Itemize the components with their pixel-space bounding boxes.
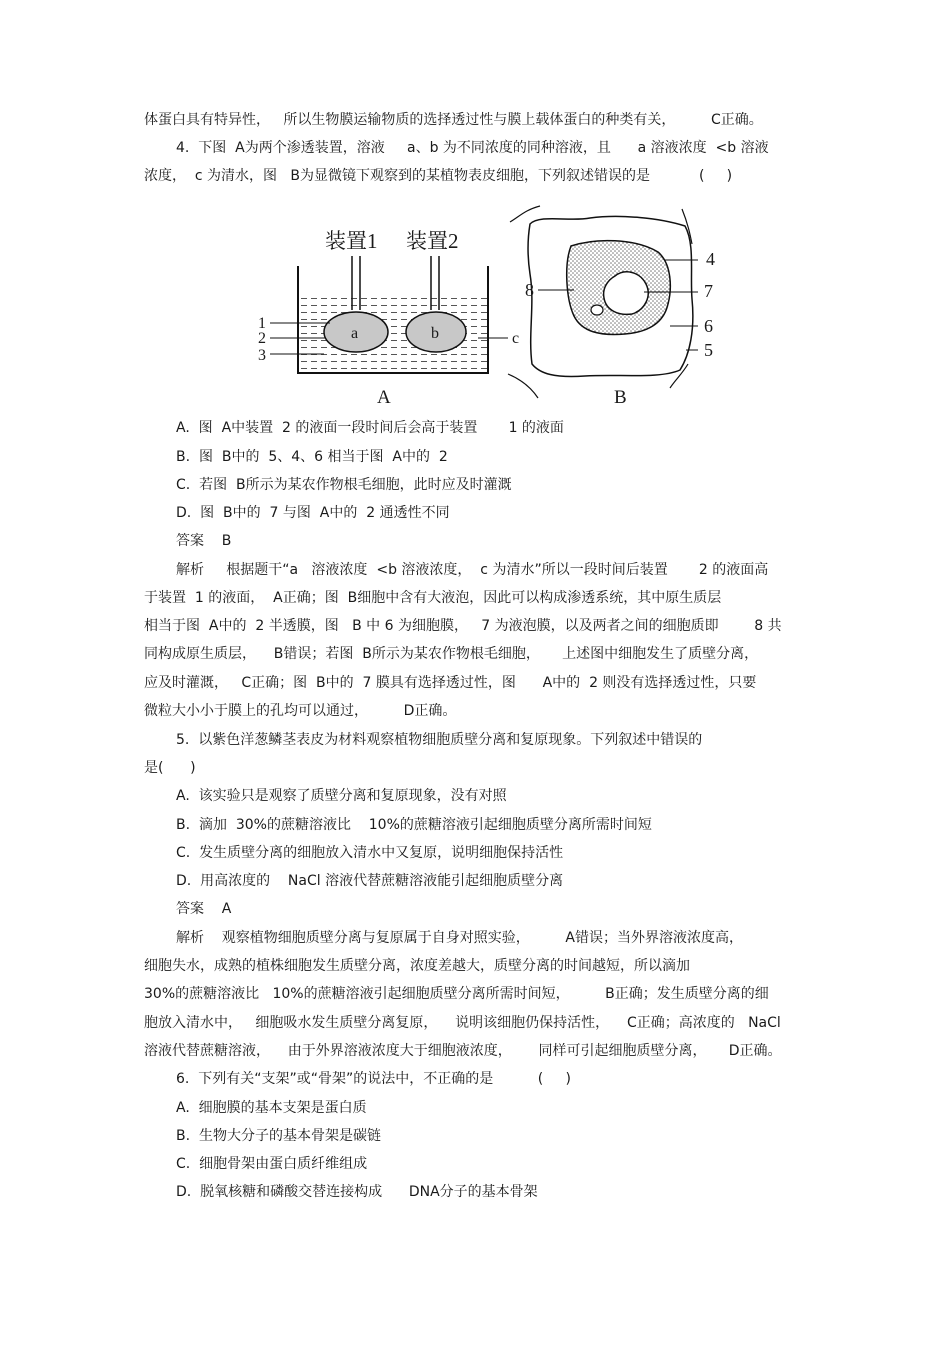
num-8: 8: [525, 280, 534, 300]
text-line: 细胞失水，成熟的植株细胞发生质壁分离，浓度差越大，质壁分离的时间越短，所以滴加: [144, 958, 690, 974]
figure-b-cell: [508, 206, 715, 408]
text-line: 溶液代替蔗糖溶液， 由于外界溶液浓度大于细胞液浓度， 同样可引起细胞质壁分离， D正确。: [144, 1043, 782, 1059]
text-line: 于装置 1 的液面， A正确；图 B细胞中含有大液泡，因此可以构成渗透系统，其中原生质层: [144, 590, 722, 606]
text-line: 浓度， c 为清水，图 B为显微镜下观察到的某植物表皮细胞，下列叙述错误的是 ( ): [144, 168, 733, 184]
text-line: C. 细胞骨架由蛋白质纤维组成: [176, 1156, 368, 1172]
text-line: 6. 下列有关“支架”或“骨架”的说法中，不正确的是 ( ): [176, 1071, 571, 1087]
text-line: C. 若图 B所示为某农作物根毛细胞，此时应及时灌溉: [176, 477, 512, 493]
text-line: D. 图 B中的 7 与图 A中的 2 通透性不同: [176, 505, 450, 521]
text-line: 30%的蔗糖溶液比 10%的蔗糖溶液引起细胞质壁分离所需时间短， B正确；发生质壁分离的细: [144, 986, 769, 1002]
text-line: A. 该实验只是观察了质壁分离和复原现象，没有对照: [176, 788, 507, 804]
num-5: 5: [704, 340, 713, 360]
text-line: 解析 根据题干“a 溶液浓度 <b 溶液浓度， c 为清水”所以一段时间后装置 2 的液面高: [176, 562, 769, 578]
text-line: 答案 A: [176, 901, 232, 917]
text-line: 相当于图 A中的 2 半透膜，图 B 中 6 为细胞膜， 7 为液泡膜，以及两者之间的细胞质即 8 共: [144, 618, 782, 634]
text-line: 体蛋白具有特异性， 所以生物膜运输物质的选择透过性与膜上载体蛋白的种类有关， C正确。: [144, 112, 763, 128]
num-1: 1: [258, 315, 266, 332]
num-3: 3: [258, 347, 266, 364]
text-line: 同构成原生质层， B错误；若图 B所示为某农作物根毛细胞， 上述图中细胞发生了质壁分离，: [144, 646, 759, 662]
device-2-label: 装置2: [406, 229, 459, 253]
caption-b: B: [614, 387, 627, 408]
text-line: A. 细胞膜的基本支架是蛋白质: [176, 1100, 367, 1116]
label-c: c: [512, 330, 520, 347]
text-line: 4. 下图 A为两个渗透装置，溶液 a、b 为不同浓度的同种溶液，且 a 溶液浓度 <b 溶液: [176, 140, 769, 156]
text-line: 解析 观察植物细胞质壁分离与复原属于自身对照实验， A错误；当外界溶液浓度高，: [176, 930, 743, 946]
figure-osmosis: [240, 204, 745, 418]
text-line: D. 用高浓度的 NaCl 溶液代替蔗糖溶液能引起细胞质壁分离: [176, 873, 564, 889]
text-line: B. 生物大分子的基本骨架是碳链: [176, 1128, 381, 1144]
num-2: 2: [258, 330, 266, 347]
text-line: 微粒大小小于膜上的孔均可以通过， D正确。: [144, 703, 457, 719]
text-line: A. 图 A中装置 2 的液面一段时间后会高于装置 1 的液面: [176, 420, 564, 436]
text-line: 胞放入清水中， 细胞吸水发生质壁分离复原， 说明该细胞仍保持活性， C正确；高浓度的 NaCl: [144, 1015, 781, 1031]
num-7: 7: [704, 281, 713, 301]
num-6: 6: [704, 316, 713, 336]
label-a: a: [351, 325, 359, 342]
text-line: 答案 B: [176, 533, 232, 549]
nucleus: [591, 305, 603, 315]
figure-a-beaker: [258, 229, 519, 408]
text-line: B. 图 B中的 5、4、6 相当于图 A中的 2: [176, 449, 448, 465]
device-1-label: 装置1: [325, 229, 378, 253]
text-line: B. 滴加 30%的蔗糖溶液比 10%的蔗糖溶液引起细胞质壁分离所需时间短: [176, 817, 652, 833]
text-line: D. 脱氧核糖和磷酸交替连接构成 DNA分子的基本骨架: [176, 1184, 538, 1200]
text-line: C. 发生质壁分离的细胞放入清水中又复原，说明细胞保持活性: [176, 845, 564, 861]
text-line: 应及时灌溉， C正确；图 B中的 7 膜具有选择透过性，图 A中的 2 则没有选择透过性，只要: [144, 675, 757, 691]
label-b: b: [431, 325, 439, 342]
text-line: 5. 以紫色洋葱鳞茎表皮为材料观察植物细胞质壁分离和复原现象。下列叙述中错误的: [176, 732, 703, 748]
text-line: 是( ): [144, 760, 196, 776]
caption-a: A: [377, 387, 391, 408]
num-4: 4: [706, 249, 715, 269]
